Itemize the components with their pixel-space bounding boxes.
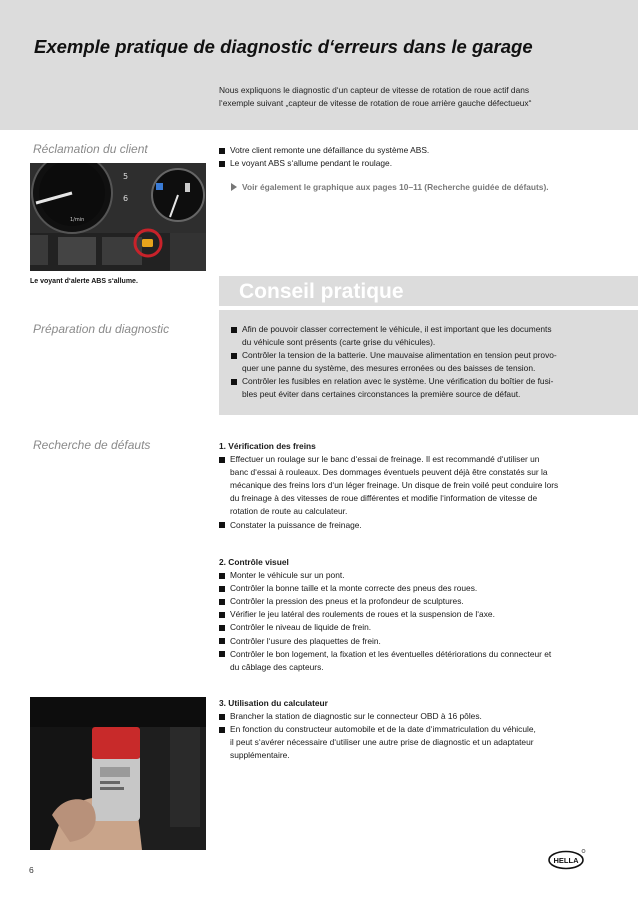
line: Contrôler la tension de la batterie. Une mauvaise alimentation en tension peut provo- [242,350,557,361]
list-item: Constater la puissance de freinage. [219,519,629,532]
see-also-text: Voir également le graphique aux pages 10–11 (Recherche guidée de défauts). [242,182,549,192]
brakes-list [219,453,629,532]
line: du freinage à des vitesses de roue différentes et modifie l‘information de vitesse de [230,493,538,504]
svg-text:5: 5 [123,172,129,181]
line: En fonction du constructeur automobile et de la date d‘immatriculation du véhicule, [230,724,536,735]
section-label-preparation: Préparation du diagnostic [33,322,170,336]
intro-line: Nous expliquons le diagnostic d‘un capteur de vitesse de rotation de roue actif dans [219,85,530,95]
list-item [231,323,631,349]
dashboard-photo [30,163,206,271]
photo-caption: Le voyant d‘alerte ABS s‘allume. [30,278,138,285]
line: quer une panne du système, des mesures erronées ou des baisses de tension. [242,363,536,374]
obd-connector-photo [30,697,206,850]
line: Contrôler les fusibles en relation avec le système. Une vérification du boîtier de fusi- [242,376,554,387]
preparation-list [231,323,631,402]
list-item: Contrôler la bonne taille et la monte correcte des pneus des roues. [219,582,629,595]
see-also-link[interactable] [231,182,549,192]
line: du véhicule sont présents (carte grise du véhicules). [242,337,436,348]
hella-logo-icon [548,848,586,870]
line: du câblage des capteurs. [230,661,324,672]
reclamation-list-wrap [219,144,619,170]
list-item: Contrôler le niveau de liquide de frein. [219,621,629,634]
section-label-recherche: Recherche de défauts [33,438,151,452]
list-item [219,723,629,762]
list-item [231,375,631,401]
dashboard-illustration [30,163,206,271]
heading-visual: 2. Contrôle visuel [219,557,289,567]
section-brakes [219,440,629,532]
conseil-title: Conseil pratique [239,280,404,303]
page-title: Exemple pratique de diagnostic d‘erreurs dans le garage [34,36,533,57]
list-item: Contrôler la pression des pneus et la profondeur de sculptures. [219,595,629,608]
hella-logo [548,848,586,870]
section-visual [219,556,629,674]
preparation-list-wrap [231,323,631,402]
list-item [231,349,631,375]
list-item [219,648,629,674]
svg-text:6: 6 [123,194,129,203]
line: il peut s‘avérer nécessaire d‘utiliser une autre prise de diagnostic et un adaptateur [230,737,534,748]
line: supplémentaire. [230,750,290,761]
list-item: Votre client remonte une défaillance du système ABS. [219,144,619,157]
list-item: Le voyant ABS s‘allume pendant le roulage. [219,157,619,170]
calculator-list [219,710,629,762]
line: Contrôler le bon logement, la fixation et les éventuelles détériorations du connecteur et [230,648,552,659]
list-item: Brancher la station de diagnostic sur le connecteur OBD à 16 pôles. [219,710,629,723]
line: bles peut éviter dans certaines circonstances la première source de défaut. [242,389,521,400]
reclamation-list [219,144,619,170]
list-item [219,453,629,518]
line: Afin de pouvoir classer correctement le véhicule, il est important que les documents [242,324,552,334]
list-item: Contrôler l‘usure des plaquettes de frein. [219,635,629,648]
obd-illustration [30,697,206,850]
arrow-right-icon [231,183,237,191]
line: mécanique des freins lors d‘un léger freinage. Un disque de frein voilé peut conduire lors [230,480,559,491]
page-number: 6 [29,865,34,875]
abs-warning-lamp [142,239,153,247]
intro-line: l‘exemple suivant „capteur de vitesse de rotation de roue arrière gauche défectueux“ [219,98,532,108]
heading-brakes: 1. Vérification des freins [219,441,316,451]
list-item: Vérifier le jeu latéral des roulements de roues et la suspension de l‘axe. [219,608,629,621]
line: Effectuer un roulage sur le banc d‘essai de freinage. Il est recommandé d‘utiliser un [230,454,540,465]
section-calculator [219,697,629,762]
list-item: Monter le véhicule sur un pont. [219,569,629,582]
section-label-reclamation: Réclamation du client [33,142,148,156]
visual-list [219,569,629,674]
svg-text:1/min: 1/min [70,217,85,223]
intro-paragraph [219,84,619,110]
header-band [0,0,638,130]
brand-text: HELLA [553,856,579,865]
line: rotation de route au calculateur. [230,506,348,517]
line: banc d‘essai à rouleaux. Des dommages éventuels peuvent déjà être constatés sur la [230,467,548,478]
heading-calculator: 3. Utilisation du calculateur [219,698,328,708]
